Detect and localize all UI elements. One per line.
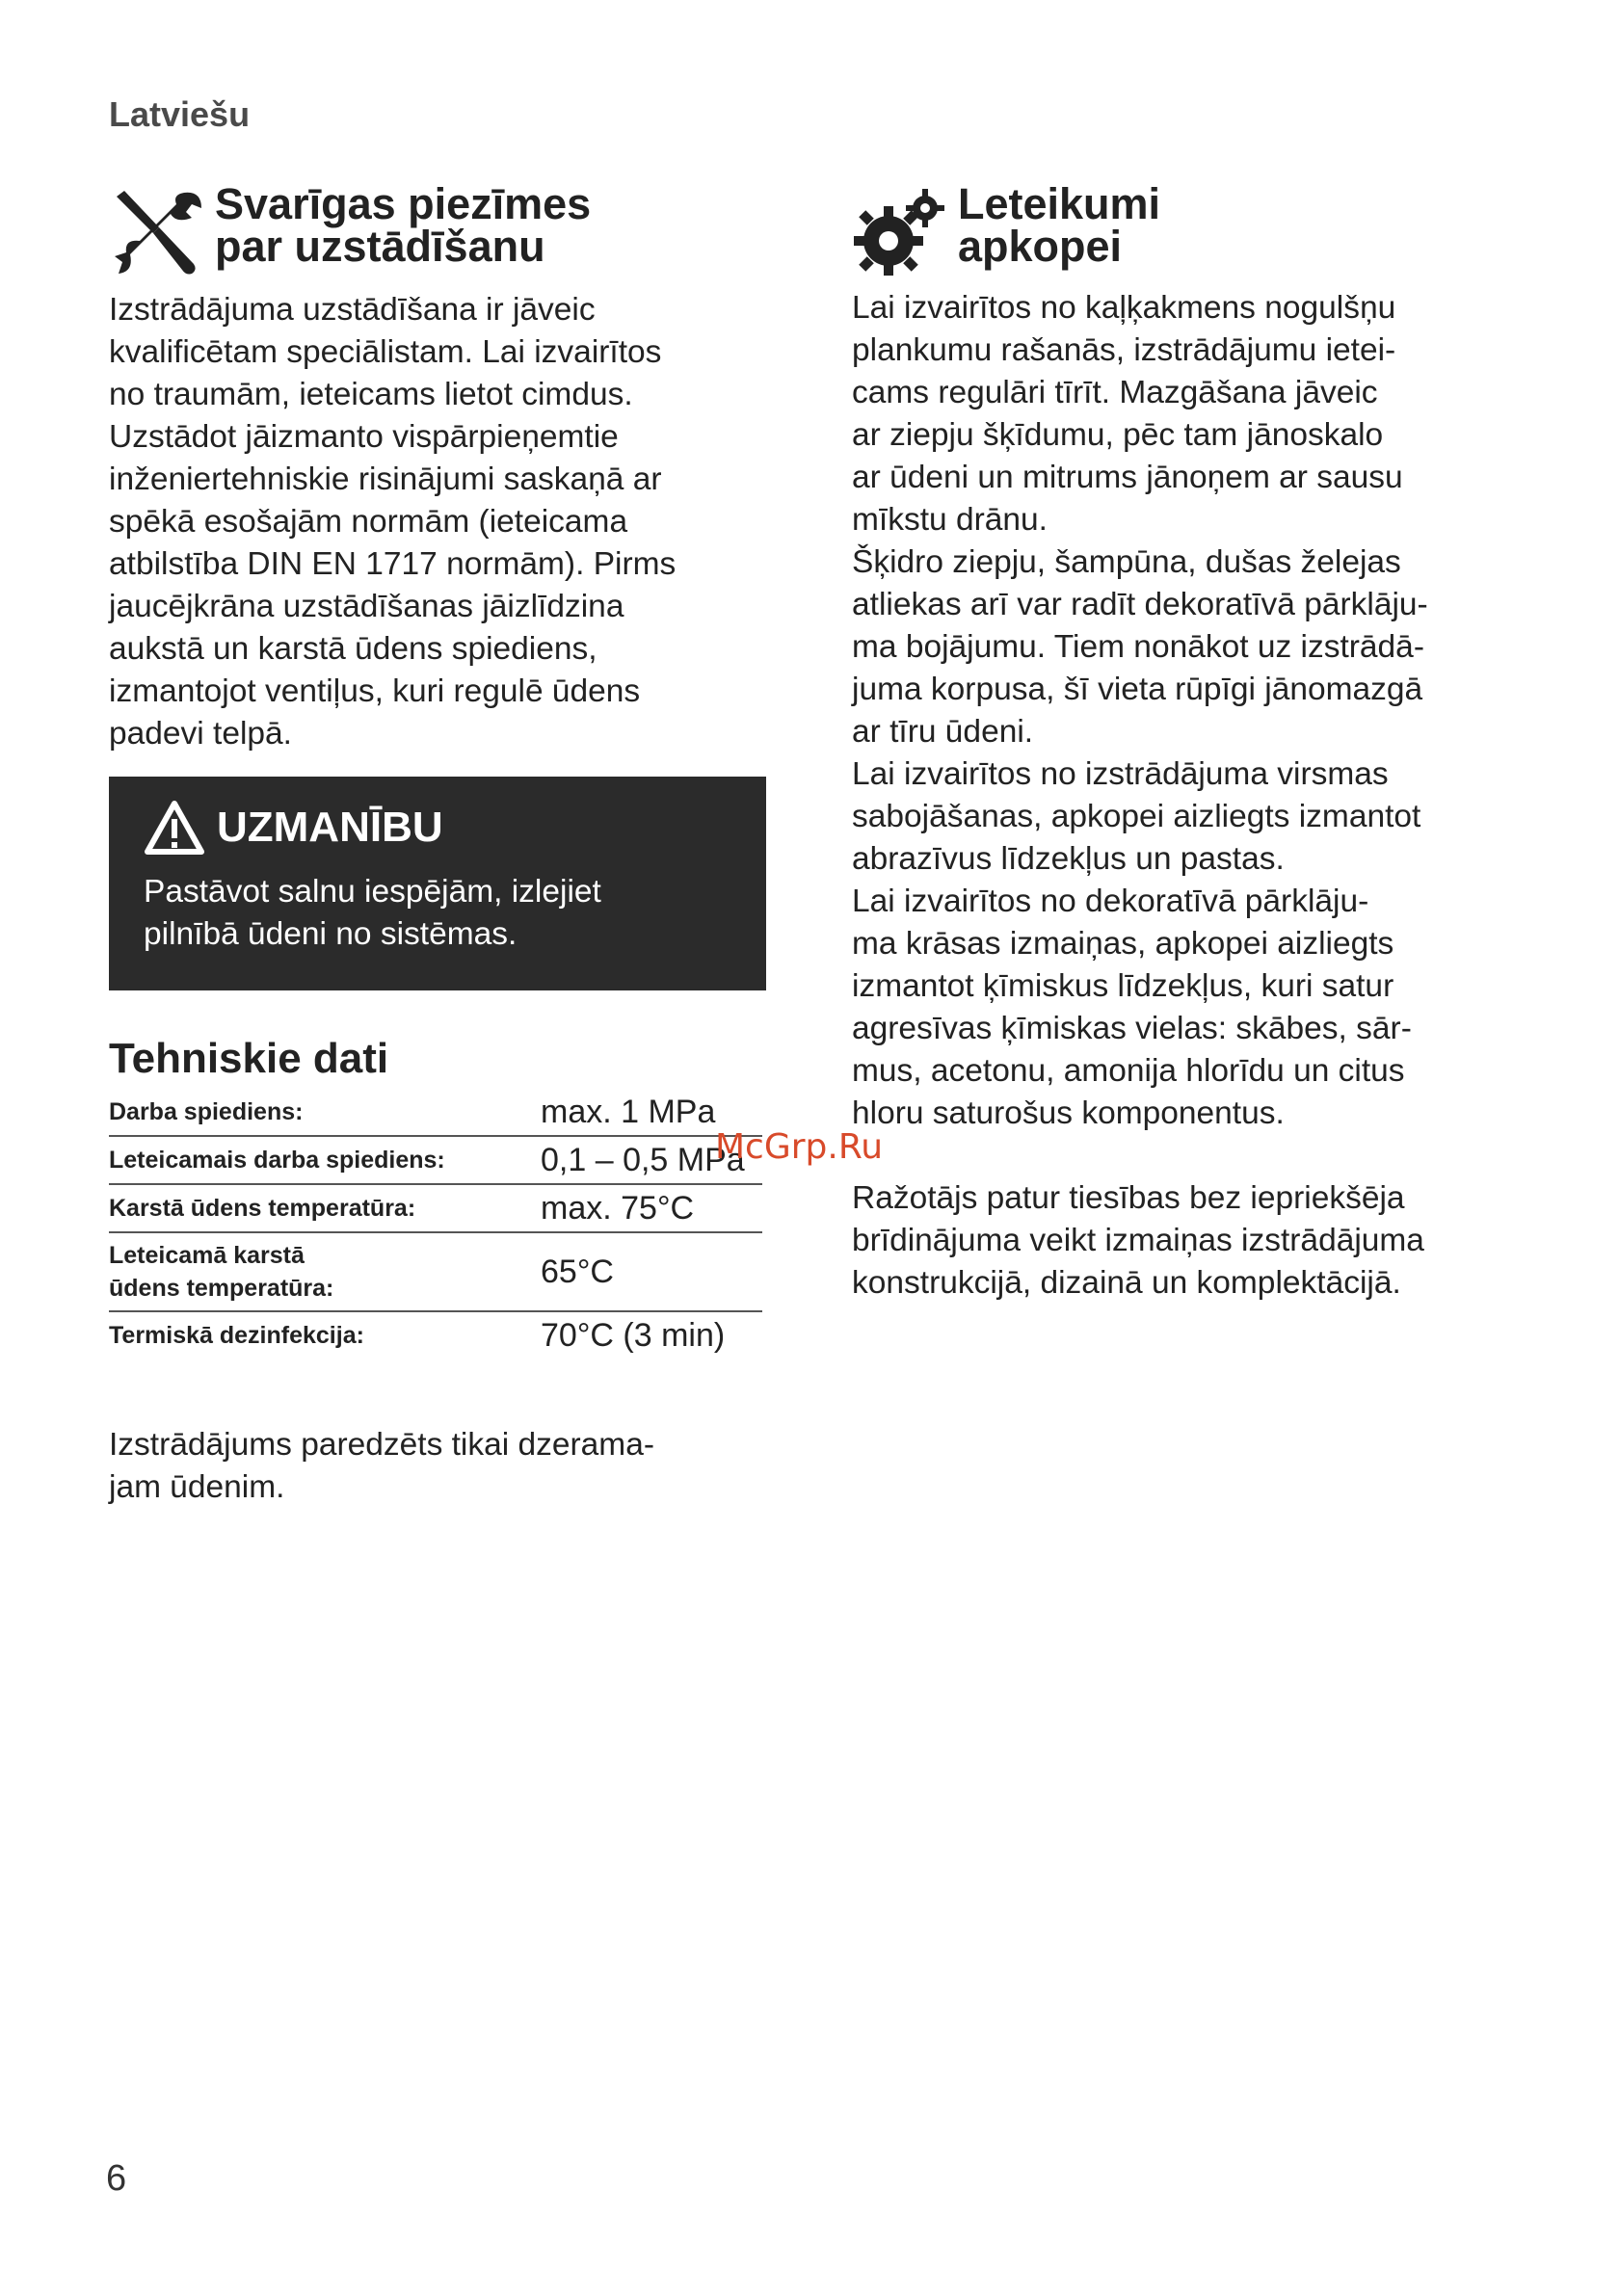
warning-heading — [144, 800, 731, 856]
text-line: pilnībā ūdeni no sistēmas. — [144, 916, 518, 952]
text-line: spēkā esošajām normām (ieteicama — [109, 504, 628, 540]
care-heading — [852, 179, 1526, 281]
text-line: mus, acetonu, amonija hlorīdu un citus — [852, 1053, 1405, 1089]
tech-value: max. 75°C — [541, 1184, 762, 1232]
tech-label: Karstā ūdens temperatūra: — [109, 1184, 541, 1232]
care-section — [852, 179, 1526, 1305]
warning-title: UZMANĪBU — [217, 804, 443, 851]
text-line: ma bojājumu. Tiem nonākot uz izstrādā- — [852, 629, 1424, 665]
tools-icon — [109, 185, 205, 281]
text-line: izmantojot ventiļus, kuri regulē ūdens — [109, 673, 641, 709]
care-paragraph — [852, 541, 1526, 753]
care-final-paragraph — [852, 1177, 1526, 1305]
text-line: Izstrādājums paredzēts tikai dzerama- — [109, 1427, 654, 1463]
text-line: cams regulāri tīrīt. Mazgāšana jāveic — [852, 375, 1378, 410]
care-paragraph — [852, 287, 1526, 541]
text-line: brīdinājuma veikt izmaiņas izstrādājuma — [852, 1223, 1424, 1258]
warning-text — [144, 871, 731, 956]
tech-value: 65°C — [541, 1232, 762, 1311]
text-line: Lai izvairītos no dekoratīvā pārklāju- — [852, 884, 1369, 919]
install-text — [109, 289, 766, 755]
text-line: agresīvas ķīmiskas vielas: skābes, sār- — [852, 1011, 1412, 1046]
table-row — [109, 1232, 762, 1311]
tech-label: Termiskā dezinfekcija: — [109, 1322, 364, 1349]
care-title-line1: Leteikumi — [958, 179, 1161, 228]
text-line: izmantot ķīmiskus līdzekļus, kuri satur — [852, 968, 1394, 1004]
warning-box — [109, 777, 766, 990]
tech-label — [109, 1232, 541, 1311]
text-line: atbilstība DIN EN 1717 normām). Pirms — [109, 546, 677, 582]
text-line: hloru saturošus komponentus. — [852, 1095, 1285, 1131]
text-line: aukstā un karstā ūdens spiediens, — [109, 631, 597, 667]
language-label: Latviešu — [109, 94, 251, 134]
text-line: Ražotājs patur tiesības bez iepriekšēja — [852, 1180, 1405, 1216]
install-title-line1: Svarīgas piezīmes — [215, 179, 592, 228]
table-row — [109, 1311, 762, 1359]
text-line: jaucējkrāna uzstādīšanas jāizlīdzina — [109, 589, 624, 624]
text-line: Lai izvairītos no kaļķakmens nogulšņu — [852, 290, 1396, 326]
table-row — [109, 1089, 762, 1136]
text-line: ar ūdeni un mitrums jānoņem ar sausu — [852, 460, 1403, 495]
tech-label: Leteicamais darba spiediens: — [109, 1136, 541, 1184]
footnote — [109, 1424, 764, 1509]
text-line: Lai izvairītos no izstrādājuma virsmas — [852, 756, 1389, 792]
tech-label-line: Leteicamā karstā — [109, 1242, 305, 1269]
text-line: ar ziepju šķīdumu, pēc tam jānoskalo — [852, 417, 1384, 453]
text-line: Izstrādājuma uzstādīšana ir jāveic — [109, 292, 596, 328]
care-title-line2: apkopei — [958, 222, 1123, 271]
table-row — [109, 1136, 762, 1184]
install-section — [109, 179, 766, 755]
table-row — [109, 1184, 762, 1232]
text-line: padevi telpā. — [109, 716, 292, 752]
text-line: ar tīru ūdeni. — [852, 714, 1034, 750]
text-line: konstrukcijā, dizainā un komplektācijā. — [852, 1265, 1401, 1301]
text-line: kvalificētam speciālistam. Lai izvairītos — [109, 334, 662, 370]
text-line: abrazīvus līdzekļus un pastas. — [852, 841, 1285, 877]
text-line: plankumu rašanās, izstrādājumu ietei- — [852, 332, 1396, 368]
text-line: mīkstu drānu. — [852, 502, 1048, 538]
tech-table — [109, 1089, 762, 1359]
tech-value: 0,1 – 0,5 MPa — [541, 1136, 762, 1184]
tech-label: Darba spiediens: — [109, 1089, 541, 1136]
care-paragraph — [852, 881, 1526, 1135]
tech-title: Tehniskie dati — [109, 1035, 389, 1082]
text-line: Pastāvot salnu iespējām, izlejiet — [144, 874, 601, 910]
text-line: Šķidro ziepju, šampūna, dušas želejas — [852, 544, 1401, 580]
text-line: Uzstādot jāizmanto vispārpieņemtie — [109, 419, 619, 455]
text-line: atliekas arī var radīt dekoratīvā pārklāju- — [852, 587, 1428, 622]
install-heading — [109, 179, 766, 281]
text-line: no traumām, ieteicams lietot cimdus. — [109, 377, 633, 412]
tech-label-line: ūdens temperatūra: — [109, 1275, 334, 1302]
text-line: sabojāšanas, apkopei aizliegts izmantot — [852, 799, 1421, 834]
install-title-line2: par uzstādīšanu — [215, 222, 545, 271]
watermark-text: McGrp.Ru — [715, 1127, 884, 1167]
text-line: jam ūdenim. — [109, 1469, 285, 1505]
care-paragraph — [852, 753, 1526, 881]
tech-value: 70°C (3 min) — [541, 1317, 726, 1354]
text-line: inženiertehniskie risinājumi saskaņā ar — [109, 462, 662, 497]
care-text — [852, 287, 1526, 1305]
tech-value: max. 1 MPa — [541, 1089, 762, 1136]
text-line: ma krāsas izmaiņas, apkopei aizliegts — [852, 926, 1394, 962]
gears-icon — [852, 185, 948, 281]
warning-triangle-icon — [144, 800, 205, 856]
text-line: juma korpusa, šī vieta rūpīgi jānomazgā — [852, 672, 1423, 707]
page-number: 6 — [106, 2158, 127, 2199]
